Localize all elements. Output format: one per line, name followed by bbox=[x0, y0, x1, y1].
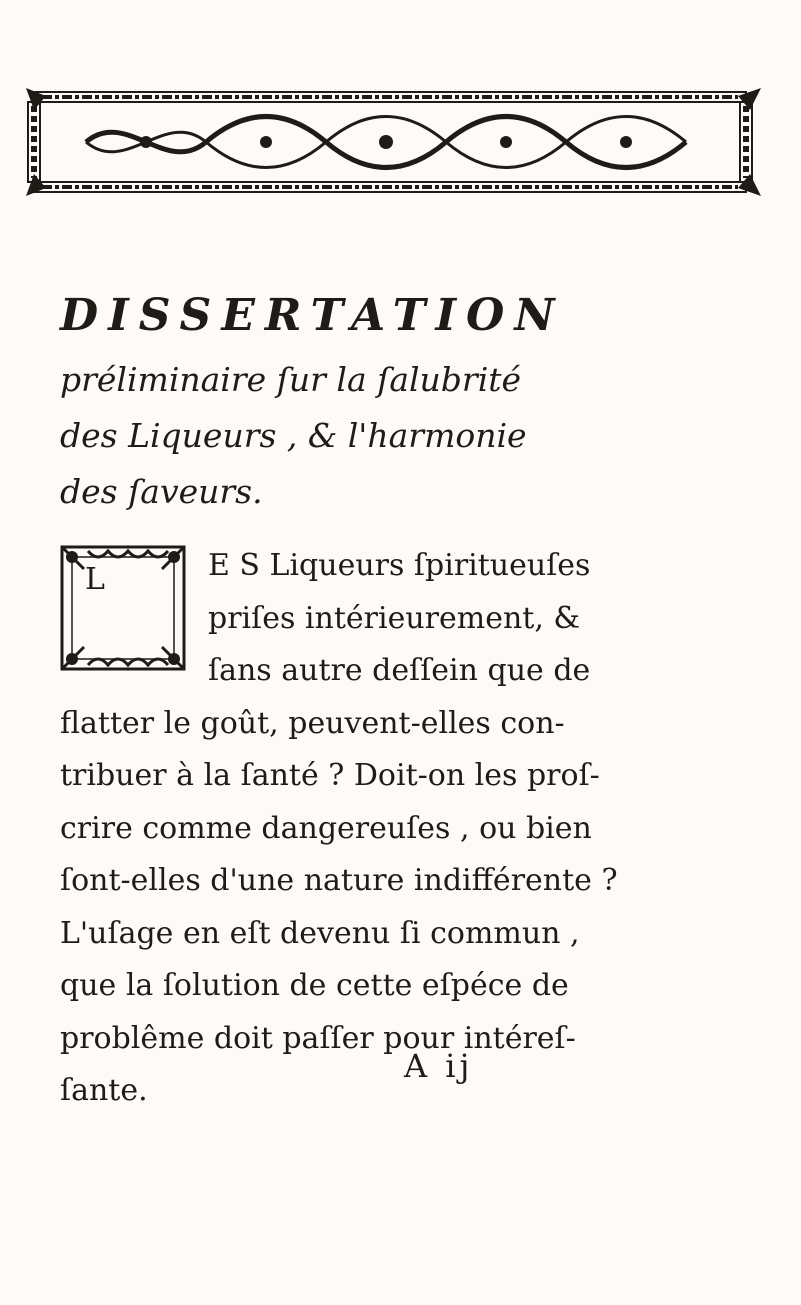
body-line: ſans autre deſſein que de bbox=[208, 653, 591, 688]
subtitle-line: des ſaveurs. bbox=[60, 472, 263, 511]
body-line: ſont-elles d'une nature indifférente ? bbox=[60, 863, 618, 898]
body-line: problême doit paſſer pour intéreſ- bbox=[60, 1020, 576, 1056]
body-line: flatter le goût, peuvent-elles con- bbox=[60, 705, 565, 741]
body-line: ſante. bbox=[60, 1073, 148, 1108]
dropcap-letter: L bbox=[85, 562, 105, 597]
subtitle-line: préliminaire ſur la ſalubrité bbox=[60, 360, 522, 399]
ornamental-headpiece bbox=[26, 88, 761, 196]
subtitle-line: des Liqueurs , & l'harmonie bbox=[60, 416, 527, 455]
body-line: tribuer à la ſanté ? Doit-on les proſ- bbox=[60, 758, 600, 793]
page-title: DISSERTATION bbox=[60, 290, 565, 341]
body-line: L'uſage en eſt devenu ſi commun , bbox=[60, 915, 580, 951]
body-line: crire comme dangereuſes , ou bien bbox=[60, 810, 592, 846]
page-signature-mark: A ij bbox=[404, 1047, 474, 1085]
body-paragraph bbox=[60, 540, 760, 1118]
subtitle bbox=[60, 352, 760, 520]
body-line: priſes intérieurement, & bbox=[208, 600, 581, 636]
body-line: E S Liqueurs ſpiritueuſes bbox=[208, 548, 591, 583]
body-line: que la ſolution de cette eſpéce de bbox=[60, 968, 569, 1003]
